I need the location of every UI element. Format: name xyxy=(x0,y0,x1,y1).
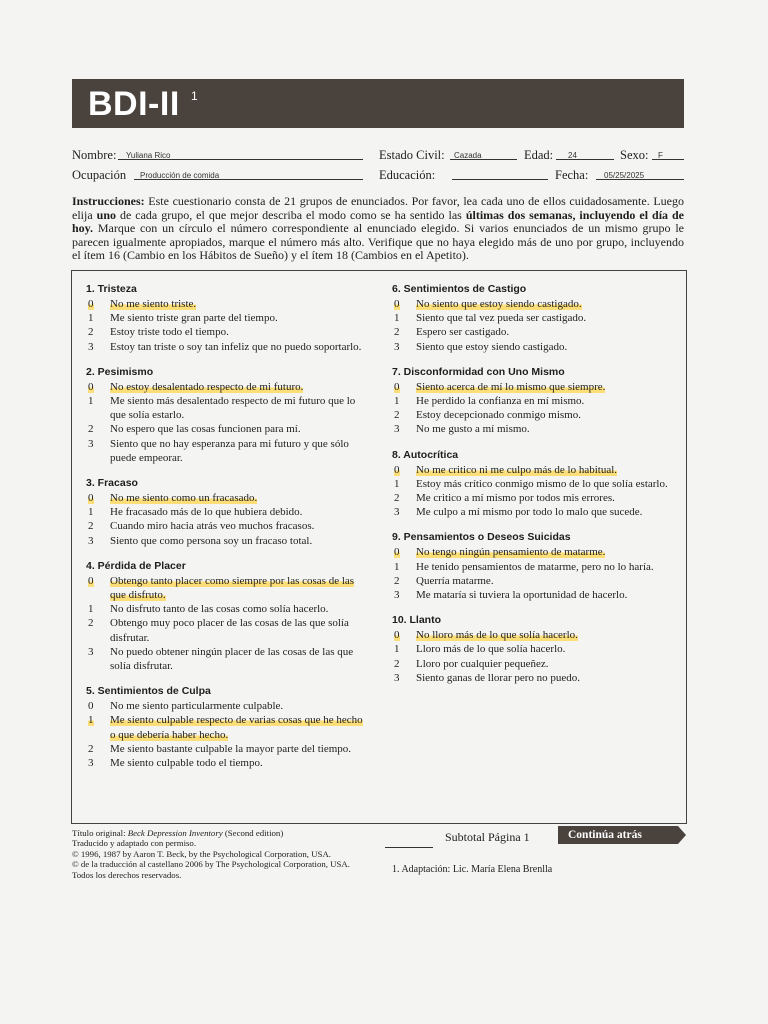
item-option[interactable] xyxy=(392,394,674,408)
left-column xyxy=(86,281,370,780)
item-option[interactable] xyxy=(86,699,370,713)
instructions-lead: Instrucciones: xyxy=(72,194,145,208)
instructions-bold-2: últimas dos semanas, incluyendo el día de hoy. xyxy=(72,207,685,236)
option-text-content: Me culpo a mí mismo por todo lo malo que sucede. xyxy=(416,506,643,519)
option-text-content: Siento acerca de mí lo mismo que siempre. xyxy=(416,380,606,393)
option-number-text: 0 xyxy=(394,380,400,393)
option-number-text: 3 xyxy=(394,589,400,602)
option-text xyxy=(416,380,674,394)
item-option[interactable] xyxy=(392,628,674,642)
educacion-line[interactable] xyxy=(452,179,548,180)
page-title: BDI-II xyxy=(88,85,180,123)
option-number[interactable] xyxy=(392,325,416,339)
educacion-label: Educación: xyxy=(379,168,436,182)
right-column xyxy=(392,281,674,695)
option-number[interactable] xyxy=(86,437,110,465)
option-number[interactable] xyxy=(392,311,416,325)
option-text-content: Siento que no hay esperanza para mi futuro y que sólo puede empeorar. xyxy=(110,437,349,464)
option-text-content: He perdido la confianza en mí mismo. xyxy=(416,395,585,408)
option-text-content: No disfruto tanto de las cosas como solía hacerlo. xyxy=(110,603,329,616)
option-number-text: 2 xyxy=(394,574,400,587)
item-group xyxy=(392,529,674,602)
option-text xyxy=(416,477,674,491)
option-number-text: 2 xyxy=(394,326,400,339)
item-title: 4. Pérdida de Placer xyxy=(86,559,186,572)
option-text xyxy=(416,588,674,602)
option-number[interactable] xyxy=(86,394,110,422)
option-number-text: 1 xyxy=(88,506,94,519)
item-option[interactable] xyxy=(392,574,674,588)
option-number[interactable] xyxy=(392,297,416,311)
original-title-suffix: (Second edition) xyxy=(222,828,284,838)
rights-reserved: Todos los derechos reservados. xyxy=(72,869,182,880)
option-number[interactable] xyxy=(86,616,110,644)
option-number-text: 2 xyxy=(88,520,94,533)
option-number-text: 0 xyxy=(88,380,94,393)
option-number[interactable] xyxy=(86,574,110,602)
item-option[interactable] xyxy=(86,742,370,756)
option-text-content: No estoy desalentado respecto de mi futuro. xyxy=(110,380,304,393)
option-number-text: 1 xyxy=(88,714,94,727)
item-option[interactable] xyxy=(392,477,674,491)
option-number-text: 1 xyxy=(394,312,400,325)
copyright-2: © de la traducción al castellano 2006 by The Psychological Corporation, USA. xyxy=(72,859,350,870)
original-title-prefix: Título original: xyxy=(72,828,128,838)
option-number[interactable] xyxy=(392,628,416,642)
option-number[interactable] xyxy=(392,491,416,505)
option-number[interactable] xyxy=(86,505,110,519)
item-option[interactable] xyxy=(392,325,674,339)
option-number-text: 3 xyxy=(88,645,94,658)
option-number[interactable] xyxy=(86,756,110,770)
option-text-content: Estoy más crítico conmigo mismo de lo que solía estarlo. xyxy=(416,477,668,490)
item-option[interactable] xyxy=(392,642,674,656)
item-option[interactable] xyxy=(86,534,370,548)
option-text xyxy=(110,742,370,756)
item-title: 7. Disconformidad con Uno Mismo xyxy=(392,365,565,378)
option-text-content: Me siento triste gran parte del tiempo. xyxy=(110,312,278,325)
option-number[interactable] xyxy=(392,505,416,519)
item-option[interactable] xyxy=(392,463,674,477)
option-text xyxy=(416,642,674,656)
option-text xyxy=(416,491,674,505)
item-option[interactable] xyxy=(392,491,674,505)
option-number[interactable] xyxy=(392,380,416,394)
instructions-bold-1: uno xyxy=(96,207,116,222)
item-title: 2. Pesimismo xyxy=(86,365,154,378)
item-option[interactable] xyxy=(86,311,370,325)
subtotal-line[interactable] xyxy=(385,847,433,848)
option-number[interactable] xyxy=(86,311,110,325)
item-option[interactable] xyxy=(86,491,370,505)
option-text xyxy=(110,297,370,311)
item-title: 5. Sentimientos de Culpa xyxy=(86,685,211,698)
option-number-text: 2 xyxy=(394,409,400,422)
title-footnote-mark: 1 xyxy=(191,89,198,103)
item-group xyxy=(392,612,674,685)
option-text xyxy=(416,574,674,588)
item-group xyxy=(392,281,674,354)
option-text-content: Lloro por cualquier pequeñez. xyxy=(416,657,549,670)
option-text xyxy=(416,408,674,422)
fecha-label: Fecha: xyxy=(555,168,589,182)
edad-label: Edad: xyxy=(524,148,554,162)
item-option[interactable] xyxy=(392,545,674,559)
option-number-text: 0 xyxy=(394,629,400,642)
option-number[interactable] xyxy=(392,588,416,602)
option-text xyxy=(416,340,674,354)
item-option[interactable] xyxy=(86,297,370,311)
item-group xyxy=(392,447,674,520)
item-option[interactable] xyxy=(86,756,370,770)
option-number[interactable] xyxy=(392,477,416,491)
copyright-1: © 1996, 1987 by Aaron T. Beck, by the Psychological Corporation, USA. xyxy=(72,848,331,859)
item-group xyxy=(86,475,370,548)
nombre-value[interactable]: Yuliana Rico xyxy=(126,151,171,160)
option-number-text: 0 xyxy=(88,298,94,310)
option-text xyxy=(110,534,370,548)
option-number-text: 3 xyxy=(88,340,94,353)
option-number-text: 0 xyxy=(88,574,94,587)
item-option[interactable] xyxy=(86,645,370,673)
option-text-content: No me siento triste. xyxy=(110,298,197,310)
option-number-text: 0 xyxy=(88,492,94,505)
nombre-label: Nombre: xyxy=(72,148,117,162)
option-number-text: 2 xyxy=(88,423,94,436)
instructions-text-1: Este cuestionario consta de 21 grupos de enunciados. Por favor, lea cada uno de ellos cuidadosamente. Luego elija xyxy=(72,194,684,222)
option-number-text: 1 xyxy=(394,477,400,490)
item-option[interactable] xyxy=(86,616,370,644)
estado-civil-value[interactable]: Cazada xyxy=(454,151,482,160)
item-option[interactable] xyxy=(392,408,674,422)
item-group xyxy=(86,558,370,673)
option-text-content: No puedo obtener ningún placer de las cosas de las que solía disfrutar. xyxy=(110,645,354,673)
option-number-text: 1 xyxy=(88,603,94,616)
item-title: 1. Tristeza xyxy=(86,283,137,295)
original-title: Beck Depression Inventory xyxy=(127,828,223,838)
option-text xyxy=(110,422,370,436)
option-number-text: 0 xyxy=(88,700,94,713)
option-number[interactable] xyxy=(392,394,416,408)
item-title: 10. Llanto xyxy=(392,614,442,627)
option-number-text: 2 xyxy=(394,492,400,505)
estado-civil-label: Estado Civil: xyxy=(379,148,445,162)
title-bar xyxy=(72,79,684,128)
option-number[interactable] xyxy=(86,519,110,533)
option-text-content: Siento ganas de llorar pero no puedo. xyxy=(416,671,581,684)
option-text xyxy=(416,394,674,408)
option-text-content: Me siento culpable respecto de varias cosas que he hecho o que debería haber hecho. xyxy=(110,714,363,741)
option-text-content: No me siento como un fracasado. xyxy=(110,492,258,505)
option-number[interactable] xyxy=(86,713,110,741)
item-option[interactable] xyxy=(392,311,674,325)
option-number-text: 3 xyxy=(394,506,400,519)
sexo-line[interactable] xyxy=(652,159,684,160)
option-text xyxy=(110,756,370,770)
item-option[interactable] xyxy=(392,657,674,671)
option-number[interactable] xyxy=(86,742,110,756)
continue-arrow-icon xyxy=(678,826,686,844)
option-text-content: Me siento culpable todo el tiempo. xyxy=(110,757,263,770)
item-title: 8. Autocrítica xyxy=(392,448,459,461)
option-number-text: 0 xyxy=(394,546,400,559)
copyright-footnote xyxy=(72,828,372,880)
option-text xyxy=(110,574,370,602)
sexo-label: Sexo: xyxy=(620,148,649,162)
option-number[interactable] xyxy=(392,671,416,685)
option-text xyxy=(110,645,370,673)
option-number-text: 1 xyxy=(394,560,400,573)
item-option[interactable] xyxy=(86,340,370,354)
option-text-content: Querría matarme. xyxy=(416,574,494,587)
option-text-content: Estoy triste todo el tiempo. xyxy=(110,326,229,339)
option-text xyxy=(416,311,674,325)
item-option[interactable] xyxy=(392,505,674,519)
option-text xyxy=(416,657,674,671)
option-text xyxy=(416,325,674,339)
option-text-content: No espero que las cosas funcionen para mí. xyxy=(110,423,301,436)
option-number[interactable] xyxy=(392,545,416,559)
option-number[interactable] xyxy=(392,657,416,671)
item-option[interactable] xyxy=(86,602,370,616)
option-text-content: Estoy tan triste o soy tan infeliz que no puedo soportarlo. xyxy=(110,340,362,353)
option-text-content: Siento que como persona soy un fracaso total. xyxy=(110,534,313,547)
option-number-text: 2 xyxy=(88,742,94,755)
instructions-text-3: Marque con un círculo el número correspondiente al enunciado elegido. Si varios enunciados de un mismo grupo le parecen igualmente apropiados, marque el número más alto. Verifique que no haya elegido más de uno por grupo, incluyendo el ítem 16 (Cambio en los Hábitos de Sueño) y el ítem 18 (Cambios en el Apetito). xyxy=(72,221,684,263)
option-text-content: Me mataría si tuviera la oportunidad de hacerlo. xyxy=(416,589,628,602)
option-text xyxy=(416,505,674,519)
item-group xyxy=(86,683,370,770)
option-text xyxy=(110,325,370,339)
continue-banner: Continúa atrás xyxy=(558,826,678,844)
option-number[interactable] xyxy=(86,297,110,311)
option-text-content: Me critico a mí mismo por todos mis errores. xyxy=(416,492,615,505)
adaptation-note: 1. Adaptación: Lic. María Elena Brenlla xyxy=(392,864,553,875)
option-number[interactable] xyxy=(86,380,110,394)
ocupacion-value[interactable]: Producción de comida xyxy=(140,171,220,180)
translation-note: Traducido y adaptado con permiso. xyxy=(72,838,197,849)
item-option[interactable] xyxy=(86,505,370,519)
option-text-content: No me critico ni me culpo más de lo habitual. xyxy=(416,463,618,476)
option-text-content: Lloro más de lo que solía hacerlo. xyxy=(416,643,566,656)
item-option[interactable] xyxy=(86,437,370,465)
option-number-text: 1 xyxy=(394,643,400,656)
item-option[interactable] xyxy=(86,394,370,422)
edad-line[interactable] xyxy=(556,159,614,160)
option-number[interactable] xyxy=(86,534,110,548)
item-option[interactable] xyxy=(86,422,370,436)
option-text-content: Me siento bastante culpable la mayor parte del tiempo. xyxy=(110,742,352,755)
subtotal-label: Subtotal Página 1 xyxy=(445,830,530,844)
option-number[interactable] xyxy=(86,491,110,505)
option-text xyxy=(110,380,370,394)
option-text xyxy=(110,437,370,465)
item-title: 3. Fracaso xyxy=(86,477,138,490)
option-number[interactable] xyxy=(392,408,416,422)
option-text-content: Siento que tal vez pueda ser castigado. xyxy=(416,312,587,325)
option-text-content: Obtengo muy poco placer de las cosas de las que solía disfrutar. xyxy=(110,617,349,644)
option-number-text: 2 xyxy=(88,617,94,630)
option-number-text: 3 xyxy=(394,340,400,353)
option-text xyxy=(416,422,674,436)
option-number-text: 0 xyxy=(394,298,400,310)
option-text xyxy=(110,616,370,644)
option-number-text: 1 xyxy=(88,312,94,325)
item-option[interactable] xyxy=(392,588,674,602)
instructions-paragraph xyxy=(72,195,684,263)
option-text xyxy=(110,602,370,616)
option-text xyxy=(416,628,674,642)
option-text xyxy=(110,311,370,325)
option-text xyxy=(416,545,674,559)
item-option[interactable] xyxy=(86,325,370,339)
item-option[interactable] xyxy=(392,671,674,685)
option-text xyxy=(416,671,674,685)
option-number[interactable] xyxy=(86,699,110,713)
item-option[interactable] xyxy=(392,380,674,394)
option-number[interactable] xyxy=(392,560,416,574)
option-number-text: 0 xyxy=(394,463,400,476)
item-group xyxy=(86,281,370,354)
ocupacion-label: Ocupación xyxy=(72,168,127,182)
option-number[interactable] xyxy=(86,422,110,436)
edad-value[interactable]: 24 xyxy=(568,151,577,160)
item-option[interactable] xyxy=(392,560,674,574)
option-text-content: He fracasado más de lo que hubiera debido. xyxy=(110,506,303,519)
item-option[interactable] xyxy=(86,713,370,741)
option-number-text: 3 xyxy=(88,437,94,450)
option-number-text: 1 xyxy=(88,395,94,408)
fecha-value[interactable]: 05/25/2025 xyxy=(604,171,645,180)
option-number[interactable] xyxy=(86,602,110,616)
item-option[interactable] xyxy=(392,297,674,311)
option-number[interactable] xyxy=(392,642,416,656)
item-title: 9. Pensamientos o Deseos Suicidas xyxy=(392,531,571,544)
option-number-text: 2 xyxy=(88,326,94,339)
item-group xyxy=(392,364,674,437)
option-number[interactable] xyxy=(392,574,416,588)
option-number[interactable] xyxy=(86,645,110,673)
option-text-content: Estoy decepcionado conmigo mismo. xyxy=(416,409,581,422)
option-number[interactable] xyxy=(86,325,110,339)
item-option[interactable] xyxy=(392,340,674,354)
item-option[interactable] xyxy=(392,422,674,436)
option-text-content: No me gusto a mí mismo. xyxy=(416,423,530,436)
option-text-content: No tengo ningún pensamiento de matarme. xyxy=(416,546,606,559)
option-text-content: No lloro más de lo que solía hacerlo. xyxy=(416,629,578,642)
item-option[interactable] xyxy=(86,574,370,602)
option-number-text: 3 xyxy=(88,757,94,770)
option-text xyxy=(110,699,370,713)
item-group xyxy=(86,364,370,465)
option-text-content: Me siento más desalentado respecto de mi futuro que lo que solía estarlo. xyxy=(110,395,356,422)
option-text xyxy=(416,560,674,574)
option-number[interactable] xyxy=(86,340,110,354)
option-text xyxy=(110,340,370,354)
item-title: 6. Sentimientos de Castigo xyxy=(392,283,527,295)
option-number-text: 3 xyxy=(394,671,400,684)
option-number-text: 3 xyxy=(88,534,94,547)
option-number[interactable] xyxy=(392,463,416,477)
option-number-text: 2 xyxy=(394,657,400,670)
option-text-content: Obtengo tanto placer como siempre por las cosas de las que disfruto. xyxy=(110,574,355,602)
option-number[interactable] xyxy=(392,422,416,436)
option-number[interactable] xyxy=(392,340,416,354)
option-text xyxy=(110,491,370,505)
option-text-content: Cuando miro hacia atrás veo muchos fracasos. xyxy=(110,520,315,533)
option-text-content: No me siento particularmente culpable. xyxy=(110,700,284,713)
option-text xyxy=(110,713,370,741)
option-text xyxy=(110,519,370,533)
option-text-content: He tenido pensamientos de matarme, pero no lo haría. xyxy=(416,560,654,573)
option-text-content: Siento que estoy siendo castigado. xyxy=(416,340,568,353)
item-option[interactable] xyxy=(86,519,370,533)
option-number-text: 1 xyxy=(394,395,400,408)
option-text xyxy=(110,394,370,422)
instructions-text-2: de cada grupo, el que mejor describa el modo como se ha sentido las xyxy=(116,207,466,222)
item-option[interactable] xyxy=(86,380,370,394)
option-text-content: No siento que estoy siendo castigado. xyxy=(416,298,582,310)
option-text xyxy=(416,297,674,311)
option-text xyxy=(416,463,674,477)
option-text-content: Espero ser castigado. xyxy=(416,326,510,339)
sexo-value[interactable]: F xyxy=(658,151,663,160)
option-number-text: 3 xyxy=(394,423,400,436)
option-text xyxy=(110,505,370,519)
